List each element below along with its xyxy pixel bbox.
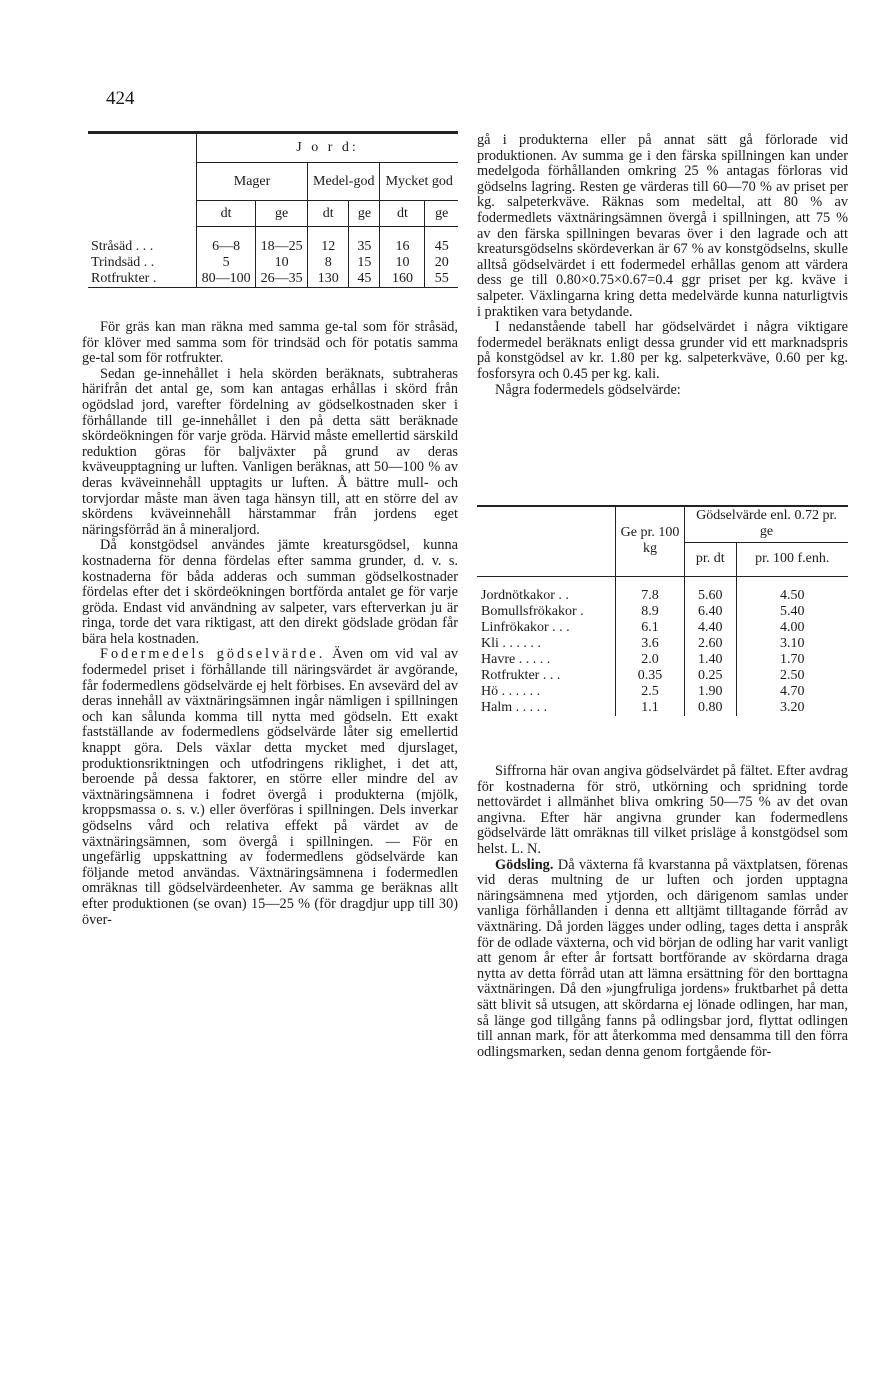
feed-row-label: Linfrökakor . . . [481, 620, 570, 635]
paragraph: Siffrorna här ovan angiva gödselvärdet på fältet. Efter avdrag för kostnaderna för strö, utkörning och spridning torde nettovärdet i allmänhet bliva omkring 50—75 % av det ovan angivna. Efter här angivna grunder kan fodermedlens gödselvärde lätt omräknas till vilket prisläge å konstgödsel som helst. L. N. [477, 763, 848, 857]
soil-subhead: ge [349, 201, 380, 227]
paragraph: Sedan ge-innehållet i hela skörden beräknats, subtraheras härifrån det antal ge, som kan antagas erhållas i skörd från ogödslad jord, varefter fördelning av gödselkostnaden sker i förhållande till ge-innehållet i den på detta sätt beräknade skördeökningen för varje gröda. Härvid måste emellertid särskild reduktion göras för baljväxter på grund av deras kväveupptagning ur luften. Vanligen beräknas, att 50—100 % av deras kväveinnehåll upptagits ur luften. Å bättre mull- och torvjordar måste man även taga hänsyn till, att en större del av skördens kväveinnehåll härstammar från jordens eget näringsförråd än å mineraljord. [82, 365, 458, 538]
soil-row-label: Rotfrukter . [91, 270, 157, 286]
feed-row [477, 668, 848, 684]
feed-cell: 1.70 [736, 652, 848, 668]
feed-cell: 4.50 [736, 588, 848, 604]
soil-cell: 45 [349, 271, 380, 288]
feed-row-label: Jordnötkakor . . [481, 588, 569, 603]
soil-cell: 15 [349, 255, 380, 271]
feed-cell: 4.40 [685, 620, 737, 636]
right-column-top [477, 133, 848, 398]
soil-cell: 130 [308, 271, 349, 288]
feed-row-label: Bomullsfrökakor . [481, 604, 584, 619]
soil-row [88, 271, 458, 288]
soil-group-label: Mycket god [380, 163, 458, 201]
feed-cell: 2.50 [736, 668, 848, 684]
soil-cell: 6—8 [197, 239, 256, 255]
page-number: 424 [106, 88, 135, 109]
feed-cell: 8.9 [616, 604, 685, 620]
feed-cell: 1.40 [685, 652, 737, 668]
paragraph: Då konstgödsel användes jämte kreatursgödsel, kunna kostnaderna för denna fördelas efter samma grunder, d. v. s. kostnaderna för båda adderas och summan gödselkostnader fördelas efter det i skördeökningen bortförda antalet ge för varje gröda. Endast vid användning av salpeter, vars efterverkan ju är ringa, torde det vara riktigast, att den direkt gödslade grödan får bära hela kostnaden. [82, 537, 458, 647]
paragraph: För gräs kan man räkna med samma ge-tal som för stråsäd, för klöver med samma som för trindsäd och för potatis samma ge-tal som för rotfrukter. [82, 319, 458, 367]
feed-cell: 4.00 [736, 620, 848, 636]
soil-cell: 26—35 [256, 271, 308, 288]
soil-table [88, 131, 458, 288]
feed-cell: 0.35 [616, 668, 685, 684]
feed-cell: 2.0 [616, 652, 685, 668]
feed-cell: 3.20 [736, 700, 848, 716]
soil-cell: 16 [380, 239, 425, 255]
feed-row-label: Kli . . . . . . [481, 636, 541, 651]
feed-cell: 0.25 [685, 668, 737, 684]
soil-subhead: dt [380, 201, 425, 227]
section-heading: Fodermedels gödselvärde. [100, 646, 326, 663]
feed-cell: 3.6 [616, 636, 685, 652]
soil-row-label: Trindsäd . . [91, 254, 155, 270]
feed-cell: 5.60 [685, 588, 737, 604]
soil-cell: 10 [380, 255, 425, 271]
soil-row [88, 255, 458, 271]
soil-subhead: ge [256, 201, 308, 227]
soil-cell: 10 [256, 255, 308, 271]
feed-cell: 6.1 [616, 620, 685, 636]
feed-row [477, 700, 848, 716]
soil-cell: 80—100 [197, 271, 256, 288]
paragraph: gå i produkterna eller på annat sätt gå förlorade vid produktionen. Av summa ge i den färska spillningen kan under medelgoda förhållanden omkring 25 % antagas förloras vid gödselns lagring. Resten ge värderas till 60—70 % av priset per kg. salpeterkväve. Räknas som medeltal, att 80 % av fodermedlets växtnäringsämnen övergå i spillningen, att 75 % av den färska spillningen bevaras över i den lagrade och att kreatursgödselns skördeverkan är 67 % av konstgödselns, skulle alltså gödselvärdet i ett fodermedel erhållas genom att värdera dess ge till 0.80×0.75×0.67=0.4 ggr priset per kg. kväve i salpeter. Växlingarna kring detta medelvärde kunna naturligtvis i praktiken vara betydande. [477, 132, 848, 320]
paragraph-text: Även om vid val av fodermedel priset i förhållande till näringsvärdet är avgörande, får fodermedlens gödselvärde ej helt förbises. En avsevärd del av deras innehåll av växtnäringsämnen ingår nämligen i spillningen och kan sålunda komma till nytta med gödseln. Ett exakt fastställande av fodermedlens gödselvärde låter sig emellertid knappt göra. Dels växlar detta mycket med djurslaget, produktionsriktningen och utfodringens riklighet, i det att, beroende på dessa faktorer, en större eller mindre del av växtnäringsämnena i fodret övergå i produkterna (mjölk, kroppsmassa o. s. v.) eller överföras i spillningen. Dels inverkar gödselns vård och relativa effekt på värdet av de växtnäringsämnen, som övergå i spillningen. — För en ungefärlig uppskattning av fodermedlens gödselvärde kan följande metod användas. Växtnäringsämnena i fodermedlen omräknas till gödselvärdeenheter. Av samma ge beräknas allt efter produktionen (se ovan) 15—25 % (för dragdjur upp till 30) över- [82, 646, 458, 928]
paragraph-text: Då växterna få kvarstanna på växtplatsen, förenas vid deras multning de ur luften och jorden upptagna näringsämnena med ytjorden, och därigenom samlas under vanliga förhållanden i denna ett alltjämt tilltagande förråd av växtnäring. Då jorden lägges under odling, tages detta i anspråk för de odlade växterna, och vid början de odling har varit vanligt att genom år efter år fortsatt bortförande av skördarna draga nytta av detta förråd utan att lämna ersättning för den borttagna växtnäringen. Då den »jungfruliga jordens» fruktbarhet på detta sätt blivit så utsugen, att skördarna ej lönade odlingen, har man, så länge god tillgång fanns på odlingsbar jord, flyttat odlingen till annan mark, för att återkomma med densamma till den förra odlingsmarken, sedan denna genom fortgående för- [477, 856, 848, 1060]
feed-cell: 0.80 [685, 700, 737, 716]
soil-cell: 5 [197, 255, 256, 271]
soil-subhead: dt [197, 201, 256, 227]
soil-cell: 20 [425, 255, 458, 271]
feed-row [477, 636, 848, 652]
feed-col-ge: Ge pr. 100 kg [616, 506, 685, 576]
soil-cell: 45 [425, 239, 458, 255]
soil-subhead: ge [425, 201, 458, 227]
feed-row [477, 604, 848, 620]
soil-cell: 8 [308, 255, 349, 271]
soil-row-label: Stråsäd . . . [91, 238, 154, 254]
feed-row-label: Rotfrukter . . . [481, 668, 561, 683]
left-column [82, 320, 458, 928]
feed-cell: 1.90 [685, 684, 737, 700]
paragraph: Några fodermedels gödselvärde: [495, 381, 681, 398]
feed-col-dt: pr. dt [685, 542, 737, 576]
feed-row-label: Havre . . . . . [481, 652, 551, 667]
right-column-bottom [477, 764, 848, 1060]
feed-cell: 4.70 [736, 684, 848, 700]
soil-group-label: Medel-god [308, 163, 380, 201]
feed-row [477, 620, 848, 636]
soil-row [88, 239, 458, 255]
soil-cell: 55 [425, 271, 458, 288]
feed-col-group: Gödselvärde enl. 0.72 pr. ge [685, 506, 849, 542]
feed-cell: 6.40 [685, 604, 737, 620]
soil-group-label: Mager [197, 163, 308, 201]
feed-cell: 2.60 [685, 636, 737, 652]
soil-cell: 18—25 [256, 239, 308, 255]
paragraph [82, 647, 458, 928]
feed-row [477, 684, 848, 700]
soil-table-title: J o r d: [197, 133, 459, 163]
feed-cell: 5.40 [736, 604, 848, 620]
feed-cell: 1.1 [616, 700, 685, 716]
feed-cell: 2.5 [616, 684, 685, 700]
feed-row [477, 588, 848, 604]
feed-row-label: Hö . . . . . . [481, 684, 541, 699]
soil-cell: 12 [308, 239, 349, 255]
feed-table [477, 505, 848, 716]
feed-cell: 3.10 [736, 636, 848, 652]
soil-cell: 35 [349, 239, 380, 255]
feed-col-unit: pr. 100 f.enh. [736, 542, 848, 576]
soil-subhead: dt [308, 201, 349, 227]
paragraph [477, 858, 848, 1061]
section-heading: Gödsling. [495, 856, 554, 873]
paragraph: I nedanstående tabell har gödselvärdet i några viktigare fodermedel beräknats enligt dessa grunder vid ett marknadspris på konstgödsel av kr. 1.80 per kg. salpeterkväve, 0.60 per kg. fosforsyra och 0.45 per kg. kali. [477, 319, 848, 382]
feed-row [477, 652, 848, 668]
feed-row-label: Halm . . . . . [481, 700, 548, 715]
soil-cell: 160 [380, 271, 425, 288]
feed-cell: 7.8 [616, 588, 685, 604]
